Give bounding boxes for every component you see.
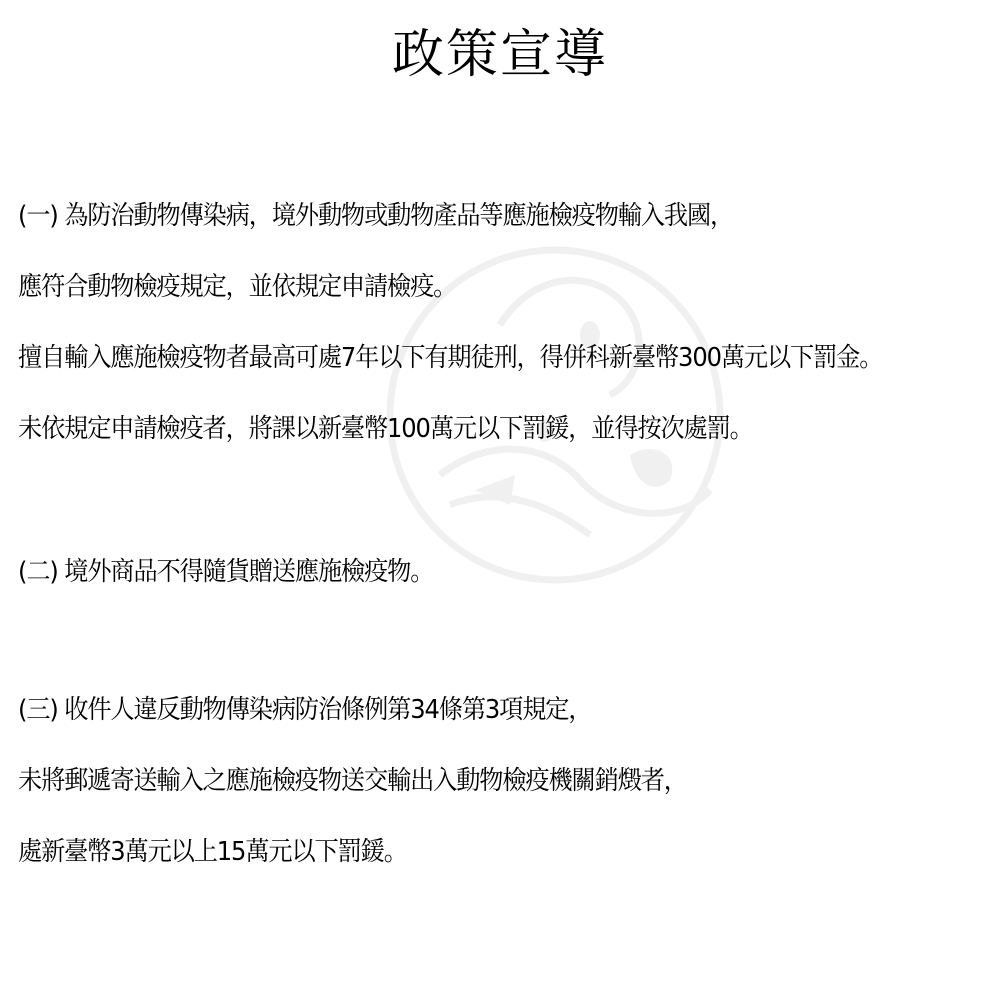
- page-title: 政策宣導: [391, 25, 608, 85]
- section-1-line-3: 擅自輸入應施檢疫物者最高可處7年以下有期徒刑，得併科新臺幣300萬元以下罰金。: [18, 343, 883, 373]
- section-3-line-2: 未將郵遞寄送輸入之應施檢疫物送交輸出入動物檢疫機關銷燬者，: [18, 766, 687, 796]
- section-1-line-1: (一) 為防治動物傳染病，境外動物或動物產品等應施檢疫物輸入我國，: [18, 201, 734, 231]
- section-3-line-1: (三) 收件人違反動物傳染病防治條例第34條第3項規定，: [18, 695, 592, 725]
- section-3-line-3: 處新臺幣3萬元以上15萬元以下罰鍰。: [18, 837, 407, 867]
- section-1-line-2: 應符合動物檢疫規定，並依規定申請檢疫。: [18, 272, 457, 302]
- section-1-line-4: 未依規定申請檢疫者，將課以新臺幣100萬元以下罰鍰，並得按次處罰。: [18, 414, 753, 444]
- section-2-line-1: (二) 境外商品不得隨貨贈送應施檢疫物。: [18, 557, 434, 587]
